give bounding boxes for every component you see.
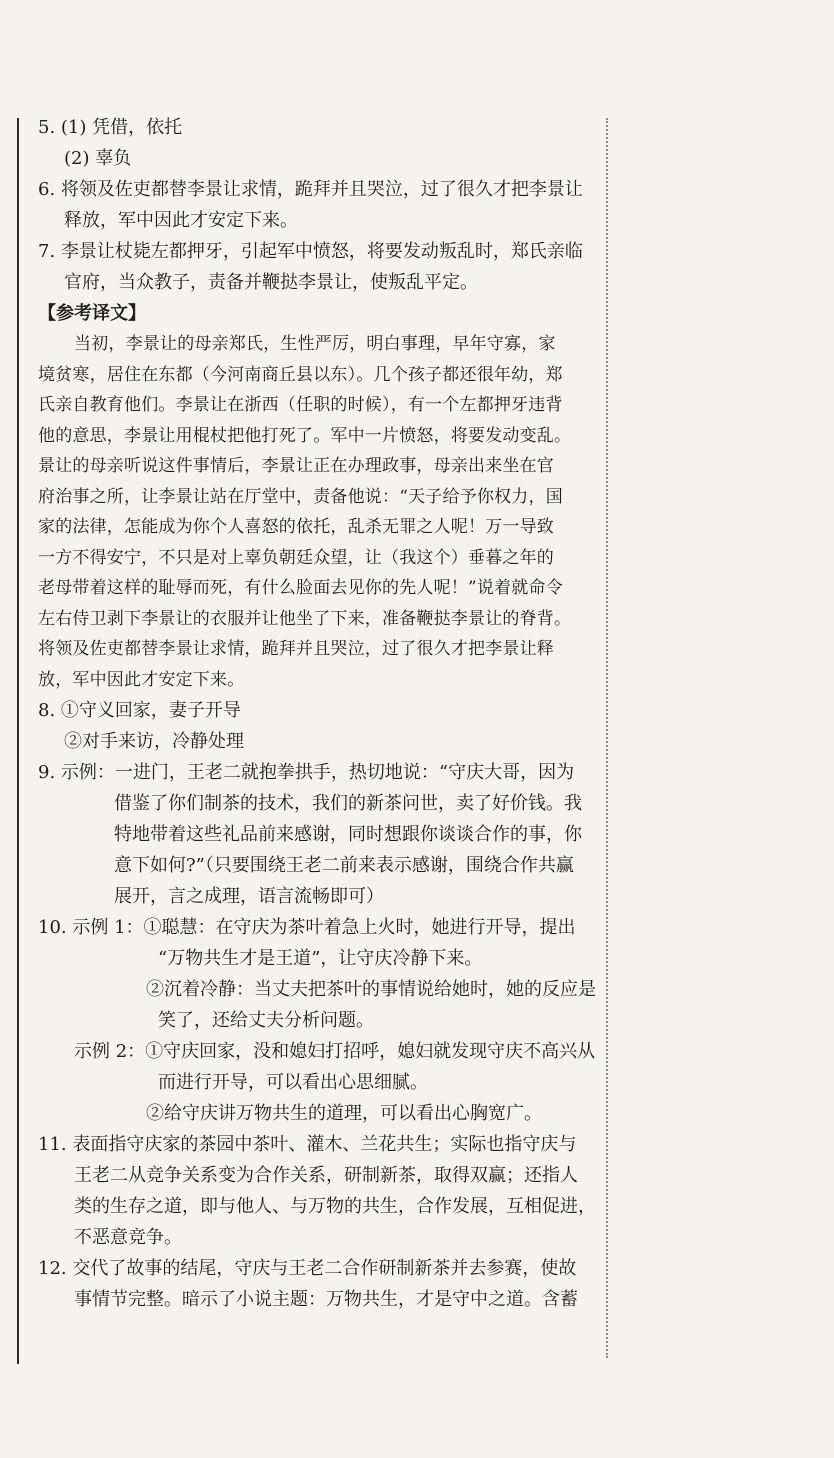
translation-line: 一方不得安宁，不只是对上辜负朝廷众望，让（我这个）垂暮之年的 (38, 547, 554, 568)
translation-line: 放，军中因此才安定下来。 (38, 669, 245, 690)
answer-6-line-2: 释放，军中因此才安定下来。 (64, 210, 298, 231)
answer-10-example2-line-1: 示例 2：①守庆回家，没和媳妇打招呼，媳妇就发现守庆不高兴从 (74, 1041, 596, 1062)
answer-5-2: (2) 辜负 (64, 148, 132, 169)
answer-9-line-2: 借鉴了你们制茶的技术，我们的新茶问世，卖了好价钱。我 (114, 793, 582, 814)
answer-9-line-1: 9. 示例：一进门，王老二就抱拳拱手，热切地说：“守庆大哥，因为 (38, 762, 575, 783)
answer-8-2: ②对手来访，冷静处理 (64, 731, 244, 752)
translation-line: 将领及佐吏都替李景让求情，跪拜并且哭泣，过了很久才把李景让释 (38, 639, 554, 659)
right-dotted-rule (606, 118, 608, 1358)
answer-12-line-2: 事情节完整。暗示了小说主题：万物共生，才是守中之道。含蓄 (74, 1289, 578, 1310)
answer-5-1: 5. (1) 凭借，依托 (38, 117, 183, 138)
translation-line: 家的法律，怎能成为你个人喜怒的依托，乱杀无罪之人呢！万一导致 (38, 517, 554, 537)
translation-line: 当初，李景让的母亲郑氏，生性严厉，明白事理，早年守寡，家 (74, 334, 556, 354)
answer-10-example2-line-3: ②给守庆讲万物共生的道理，可以看出心胸宽广。 (146, 1103, 542, 1124)
answer-key-content (38, 112, 598, 1315)
answer-11-line-2: 王老二从竞争关系变为合作关系，研制新茶，取得双赢；还指人 (74, 1165, 578, 1186)
answer-9-line-5: 展开，言之成理，语言流畅即可） (114, 886, 384, 907)
answer-6-line-1: 6. 将领及佐吏都替李景让求情，跪拜并且哭泣，过了很久才把李景让 (38, 179, 583, 200)
answer-10-example1-line-4: 笑了，还给丈夫分析问题。 (158, 1010, 374, 1031)
translation-line: 景让的母亲听说这件事情后，李景让正在办理政事，母亲出来坐在官 (38, 456, 554, 476)
answer-10-example1-line-2: “万物共生才是王道”，让守庆冷静下来。 (158, 948, 483, 969)
translation-line: 老母带着这样的耻辱而死，有什么脸面去见你的先人呢！”说着就命令 (38, 578, 563, 598)
answer-11-line-1: 11. 表面指守庆家的茶园中茶叶、灌木、兰花共生；实际也指守庆与 (38, 1134, 577, 1155)
left-margin-rule (17, 118, 19, 1364)
answer-10-example1-line-3: ②沉着冷静：当丈夫把茶叶的事情说给她时，她的反应是 (146, 979, 596, 1000)
translation-line: 府治事之所，让李景让站在厅堂中，责备他说：“天子给予你权力，国 (38, 486, 563, 507)
translation-body (38, 329, 598, 695)
answer-9-line-4: 意下如何?”（只要围绕王老二前来表示感谢，围绕合作共赢 (114, 855, 574, 876)
translation-line: 左右侍卫剥下李景让的衣服并让他坐了下来，准备鞭挞李景让的脊背。 (38, 608, 572, 629)
translation-line: 氏亲自教育他们。李景让在浙西（任职的时候），有一个左都押牙违背 (38, 395, 563, 415)
answer-8-1: 8. ①守义回家，妻子开导 (38, 700, 241, 721)
answer-7-line-2: 官府，当众教子，责备并鞭挞李景让，使叛乱平定。 (64, 272, 478, 293)
answer-10-example1-line-1: 10. 示例 1：①聪慧：在守庆为茶叶着急上火时，她进行开导，提出 (38, 917, 576, 938)
translation-line: 他的意思，李景让用棍杖把他打死了。军中一片愤怒，将要发动变乱。 (38, 425, 572, 446)
answer-11-line-3: 类的生存之道，即与他人、与万物的共生，合作发展，互相促进， (74, 1196, 596, 1217)
answer-12-line-1: 12. 交代了故事的结尾，守庆与王老二合作研制新茶并去参赛，使故 (38, 1258, 577, 1279)
answer-7-line-1: 7. 李景让杖毙左都押牙，引起军中愤怒，将要发动叛乱时，郑氏亲临 (38, 241, 583, 262)
translation-line: 境贫寒，居住在东都（今河南商丘县以东）。几个孩子都还很年幼，郑 (38, 364, 563, 385)
translation-heading: 【参考译文】 (38, 303, 146, 324)
answer-10-example2-line-2: 而进行开导，可以看出心思细腻。 (158, 1072, 428, 1093)
answer-9-line-3: 特地带着这些礼品前来感谢，同时想跟你谈谈合作的事，你 (114, 824, 582, 845)
answer-11-line-4: 不恶意竞争。 (74, 1227, 182, 1248)
